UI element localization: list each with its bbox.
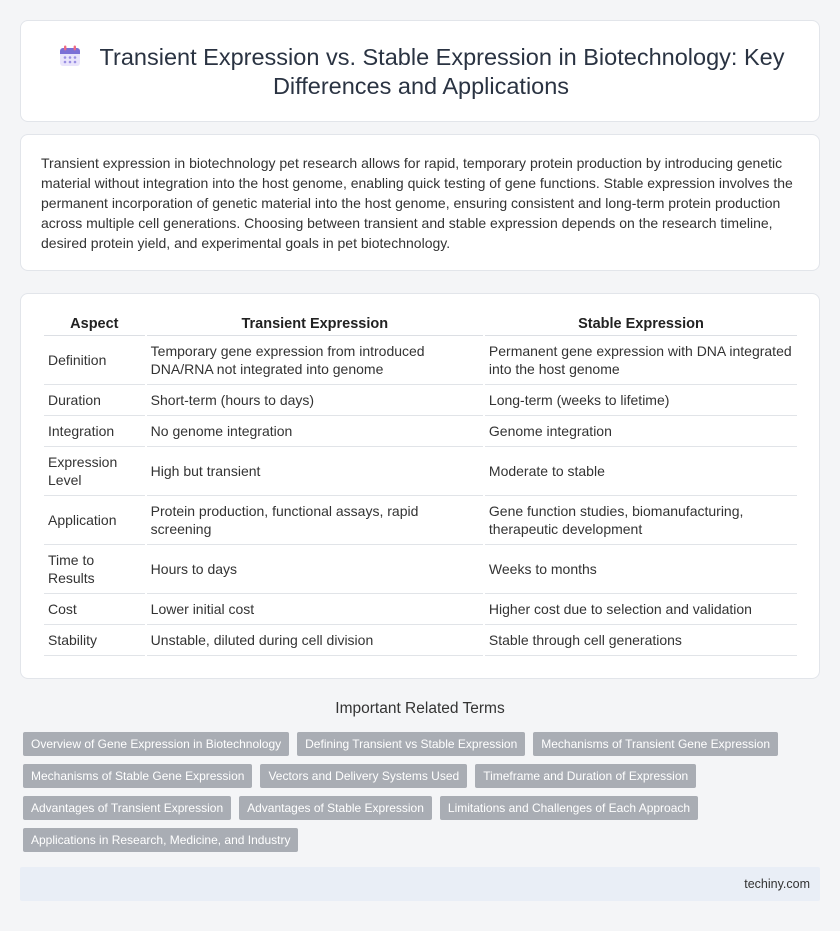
related-terms-title: Important Related Terms	[335, 700, 505, 717]
table-cell: Stability	[44, 625, 145, 656]
table-cell: High but transient	[147, 447, 483, 496]
table-cell: Gene function studies, biomanufacturing, therapeutic development	[485, 496, 797, 545]
table-cell: Protein production, functional assays, rapid screening	[147, 496, 483, 545]
table-cell: Long-term (weeks to lifetime)	[485, 385, 797, 416]
table-cell: Permanent gene expression with DNA integrated into the host genome	[485, 336, 797, 385]
table-cell: Time to Results	[44, 545, 145, 594]
table-cell: Lower initial cost	[147, 594, 483, 625]
table-cell: Short-term (hours to days)	[147, 385, 483, 416]
table-cell: Definition	[44, 336, 145, 385]
comparison-table	[42, 314, 799, 656]
table-cell: Integration	[44, 416, 145, 447]
table-row	[44, 336, 797, 385]
table-cell: Expression Level	[44, 447, 145, 496]
table-cell: Hours to days	[147, 545, 483, 594]
table-row	[44, 447, 797, 496]
table-header-row	[44, 314, 797, 336]
related-term-tag[interactable]: Applications in Research, Medicine, and Industry	[23, 828, 298, 852]
table-row	[44, 545, 797, 594]
table-cell: Moderate to stable	[485, 447, 797, 496]
related-term-tag[interactable]: Overview of Gene Expression in Biotechnology	[23, 732, 289, 756]
table-row	[44, 594, 797, 625]
table-row	[44, 385, 797, 416]
related-term-tag[interactable]: Mechanisms of Stable Gene Expression	[23, 764, 252, 788]
column-header-aspect: Aspect	[44, 314, 145, 336]
table-cell: Stable through cell generations	[485, 625, 797, 656]
related-term-tag[interactable]: Mechanisms of Transient Gene Expression	[533, 732, 778, 756]
table-cell: Unstable, diluted during cell division	[147, 625, 483, 656]
table-cell: Temporary gene expression from introduced DNA/RNA not integrated into genome	[147, 336, 483, 385]
related-term-tag[interactable]: Advantages of Stable Expression	[239, 796, 432, 820]
related-terms-list	[23, 732, 813, 852]
table-cell: Duration	[44, 385, 145, 416]
table-cell: Weeks to months	[485, 545, 797, 594]
related-term-tag[interactable]: Limitations and Challenges of Each Approach	[440, 796, 698, 820]
intro-paragraph: Transient expression in biotechnology pet research allows for rapid, temporary protein production by introducing genetic material without integration into the host genome, enabling quick testing of gene functions. Stable expression involves the permanent incorporation of genetic material into the host genome, ensuring consistent and long-term protein production across multiple cell generations. Choosing between transient and stable expression depends on the research timeline, desired protein yield, and experimental goals in pet biotechnology.	[41, 155, 793, 251]
related-term-tag[interactable]: Timeframe and Duration of Expression	[475, 764, 696, 788]
intro-card	[20, 134, 820, 271]
related-term-tag[interactable]: Vectors and Delivery Systems Used	[260, 764, 467, 788]
title-card	[20, 20, 820, 122]
footer-site-link[interactable]: techiny.com	[744, 877, 810, 891]
comparison-card	[20, 293, 820, 679]
calendar-icon	[58, 44, 82, 68]
column-header-stable: Stable Expression	[485, 314, 797, 336]
table-cell: Cost	[44, 594, 145, 625]
footer-bar	[20, 867, 820, 901]
table-cell: Higher cost due to selection and validation	[485, 594, 797, 625]
page-title	[58, 44, 785, 99]
related-term-tag[interactable]: Advantages of Transient Expression	[23, 796, 231, 820]
table-cell: No genome integration	[147, 416, 483, 447]
table-row	[44, 416, 797, 447]
table-row	[44, 496, 797, 545]
table-cell: Genome integration	[485, 416, 797, 447]
page-title-text: Transient Expression vs. Stable Expression in Biotechnology: Key Differences and Applications	[99, 44, 785, 99]
table-cell: Application	[44, 496, 145, 545]
page-header	[51, 43, 791, 101]
related-term-tag[interactable]: Defining Transient vs Stable Expression	[297, 732, 525, 756]
column-header-transient: Transient Expression	[147, 314, 483, 336]
table-row	[44, 625, 797, 656]
